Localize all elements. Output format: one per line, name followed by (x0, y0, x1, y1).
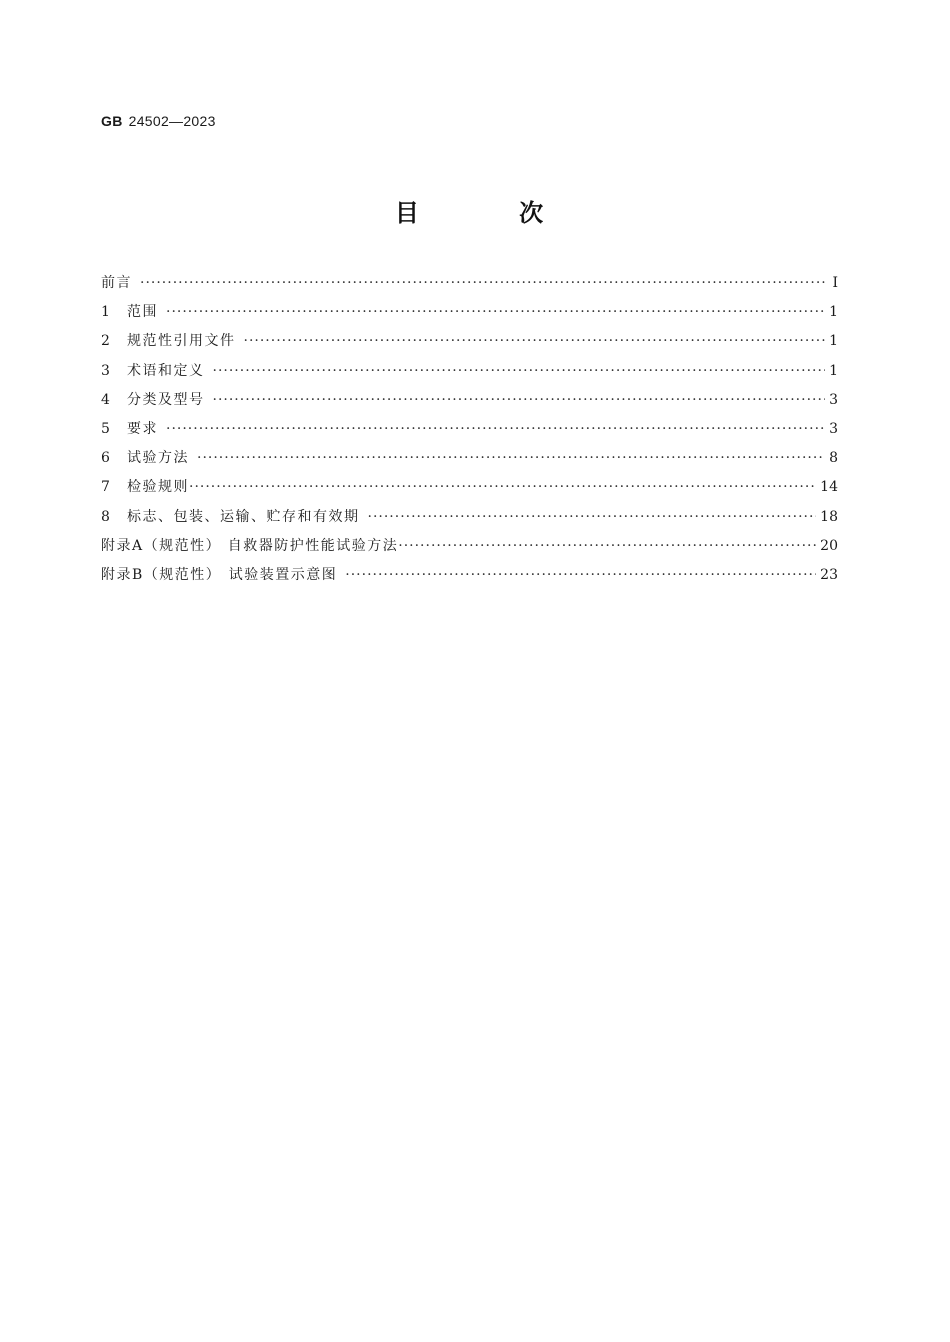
toc-label: 术语和定义 (127, 362, 205, 379)
dot-leader (166, 304, 825, 320)
dot-leader (368, 509, 817, 525)
dot-leader (140, 275, 826, 291)
page-title: 目 次 (394, 199, 590, 227)
toc-label: 范围 (127, 304, 158, 321)
toc-entry-3[interactable] (101, 360, 838, 389)
toc-section-number: 5 (101, 420, 110, 437)
toc-annex-label: 附录B（规范性） (101, 566, 222, 583)
standard-number: 24502—2023 (128, 113, 216, 129)
toc-entry-2[interactable] (101, 330, 838, 359)
toc-page-number: 18 (820, 508, 838, 525)
toc-annex-label: 附录A（规范性） (101, 537, 222, 554)
toc-entry-5[interactable] (101, 418, 838, 447)
toc-entry-6[interactable] (101, 447, 838, 476)
toc-section-number: 7 (101, 479, 110, 496)
toc-section-number: 6 (101, 450, 110, 467)
toc-section-number: 2 (101, 333, 110, 350)
toc-entry-4[interactable] (101, 389, 838, 418)
toc-page-number: 20 (820, 537, 838, 554)
toc-entry-annex-a[interactable] (101, 535, 838, 564)
toc-page-number: 1 (829, 333, 838, 350)
toc-entry-7[interactable] (101, 476, 838, 505)
toc-page-number: 3 (829, 391, 838, 408)
toc-label: 分类及型号 (127, 391, 205, 408)
toc-label: 试验方法 (127, 450, 189, 467)
toc-page-number: 8 (829, 450, 838, 467)
standard-code (101, 113, 216, 129)
toc-page-number: 1 (829, 362, 838, 379)
toc-section-number: 8 (101, 508, 110, 525)
dot-leader (189, 479, 816, 495)
toc-entry-1[interactable] (101, 301, 838, 330)
toc-label: 检验规则 (127, 479, 189, 496)
toc-label: 标志、包装、运输、贮存和有效期 (127, 508, 360, 525)
toc-section-number: 3 (101, 362, 110, 379)
toc-section-number: 1 (101, 304, 110, 321)
toc-annex-title: 自救器防护性能试验方法 (227, 537, 399, 554)
toc-entry-8[interactable] (101, 506, 838, 535)
toc-label: 前言 (101, 275, 132, 291)
toc-entry-annex-b[interactable] (101, 564, 838, 593)
dot-leader (244, 333, 826, 349)
dot-leader (398, 538, 816, 554)
toc-page-number: Ⅰ (832, 275, 838, 291)
toc-label: 规范性引用文件 (127, 333, 236, 350)
standard-prefix: GB (101, 113, 123, 129)
toc-annex-title: 试验装置示意图 (228, 566, 338, 583)
dot-leader (213, 363, 826, 379)
toc-entry-foreword[interactable] (101, 272, 838, 301)
toc-section-number: 4 (101, 391, 110, 408)
dot-leader (213, 392, 826, 408)
table-of-contents (101, 272, 838, 593)
toc-page-number: 23 (820, 566, 838, 583)
toc-page-number: 3 (829, 420, 838, 437)
dot-leader (197, 450, 825, 466)
toc-label: 要求 (127, 420, 158, 437)
toc-page-number: 1 (829, 304, 838, 321)
dot-leader (166, 421, 825, 437)
dot-leader (345, 567, 816, 583)
toc-page-number: 14 (820, 479, 838, 496)
